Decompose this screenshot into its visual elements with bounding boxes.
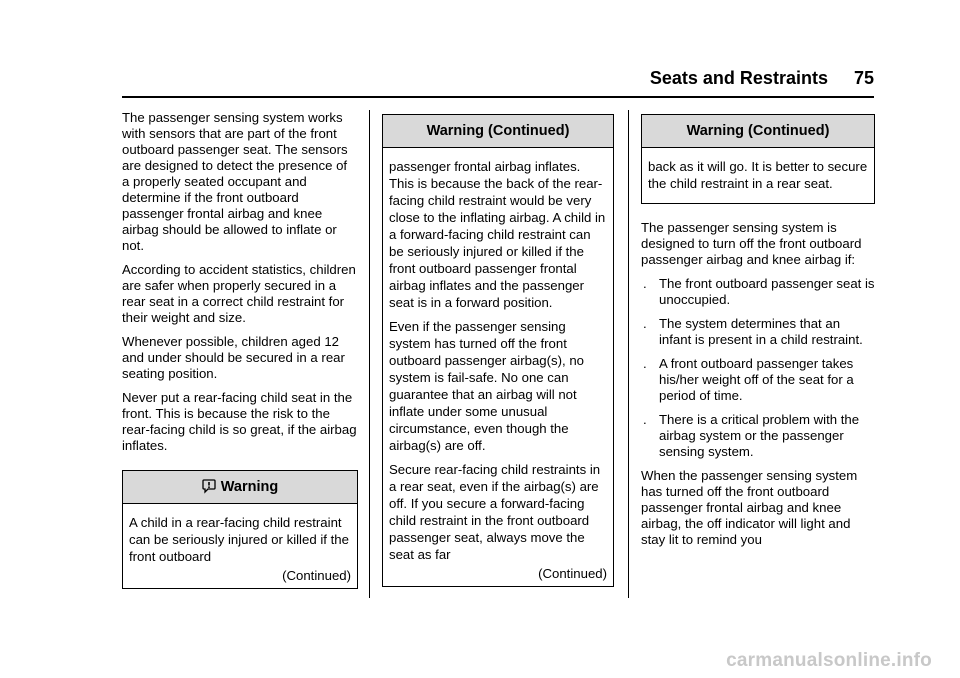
warning-box-title [123, 471, 357, 504]
warning-box-continued [382, 114, 614, 587]
warning-paragraph: Even if the passenger sensing system has turned off the front outboard passenger airbag(s), no system is fail-safe. No one can guarantee that an airbag will not inflate under some unusual circumstance, even though the airbag(s) are off. [389, 319, 585, 453]
warning-icon [202, 474, 216, 506]
warning-text: A child in a rear-facing child restraint can be seriously injured or killed if the front outboard [129, 515, 349, 564]
warning-title-text: Warning [220, 479, 279, 495]
list-item [641, 412, 875, 460]
header-rule [122, 96, 874, 98]
warning-paragraph: Secure rear-facing child restraints in a rear seat, even if the airbag(s) are off. If you secure a forward-facing child restraint in the front outboard passenger seat, always move the seat as far [389, 462, 601, 562]
continued-label: (Continued) [282, 568, 351, 583]
bullet-mark: . [643, 276, 647, 291]
warning-box-title: Warning (Continued) [383, 115, 613, 148]
warning-box-title: Warning (Continued) [642, 115, 874, 148]
warning-box-body [123, 504, 357, 588]
column-1 [122, 110, 358, 589]
list-item-text: The system determines that an infant is present in a child restraint. [659, 316, 863, 347]
paragraph: According to accident statistics, children are safer when properly secured in a rear seat in a correct child restraint for their weight and size. [122, 262, 356, 325]
paragraph: The passenger sensing system works with sensors that are part of the front outboard passenger seat. The sensors are designed to detect the presence of a properly seated occupant and determine if the front outboard passenger frontal airbag and knee airbag should be allowed to inflate or not. [122, 110, 348, 253]
list-item-text: There is a critical problem with the airbag system or the passenger sensing system. [659, 412, 860, 459]
list-item [641, 356, 875, 404]
continued-label: (Continued) [538, 566, 607, 581]
paragraph: Never put a rear-facing child seat in the front. This is because the risk to the rear-facing child is so great, if the airbag inflates. [122, 390, 357, 453]
bullet-mark: . [643, 316, 647, 331]
section-title: Seats and Restraints [649, 68, 828, 88]
warning-box-continued [641, 114, 875, 204]
column-divider-2 [628, 110, 629, 598]
bullet-mark: . [643, 412, 647, 427]
list-item [641, 316, 875, 348]
paragraph: The passenger sensing system is designed to turn off the front outboard passenger airbag and knee airbag if: [641, 220, 862, 267]
list-item-text: The front outboard passenger seat is unoccupied. [659, 276, 875, 307]
paragraph: Whenever possible, children aged 12 and under should be secured in a rear seating position. [122, 334, 345, 381]
list-item-text: A front outboard passenger takes his/her weight off of the seat for a period of time. [659, 356, 854, 403]
warning-text: back as it will go. It is better to secure the child restraint in a rear seat. [648, 159, 868, 191]
column-divider-1 [369, 110, 370, 598]
watermark: carmanualsonline.info [726, 650, 932, 671]
column-2 [382, 114, 614, 587]
warning-box-body [383, 148, 613, 586]
warning-paragraph: passenger frontal airbag inflates. This is because the back of the rear-facing child restraint would be very close to the inflating airbag. A child in a forward-facing child restraint can be seriously injured or killed if the front outboard passenger frontal airbag inflates and the passenger seat is in a forward position. [389, 159, 606, 310]
paragraph: When the passenger sensing system has turned off the front outboard passenger frontal airbag and knee airbag, the off indicator will light and stay lit to remind you [641, 468, 858, 547]
page-number: 75 [853, 68, 874, 88]
warning-box [122, 470, 358, 589]
bullet-mark: . [643, 356, 647, 371]
column-3 [641, 114, 875, 556]
warning-box-body [642, 148, 874, 203]
page-header [650, 68, 874, 89]
list-item [641, 276, 875, 308]
